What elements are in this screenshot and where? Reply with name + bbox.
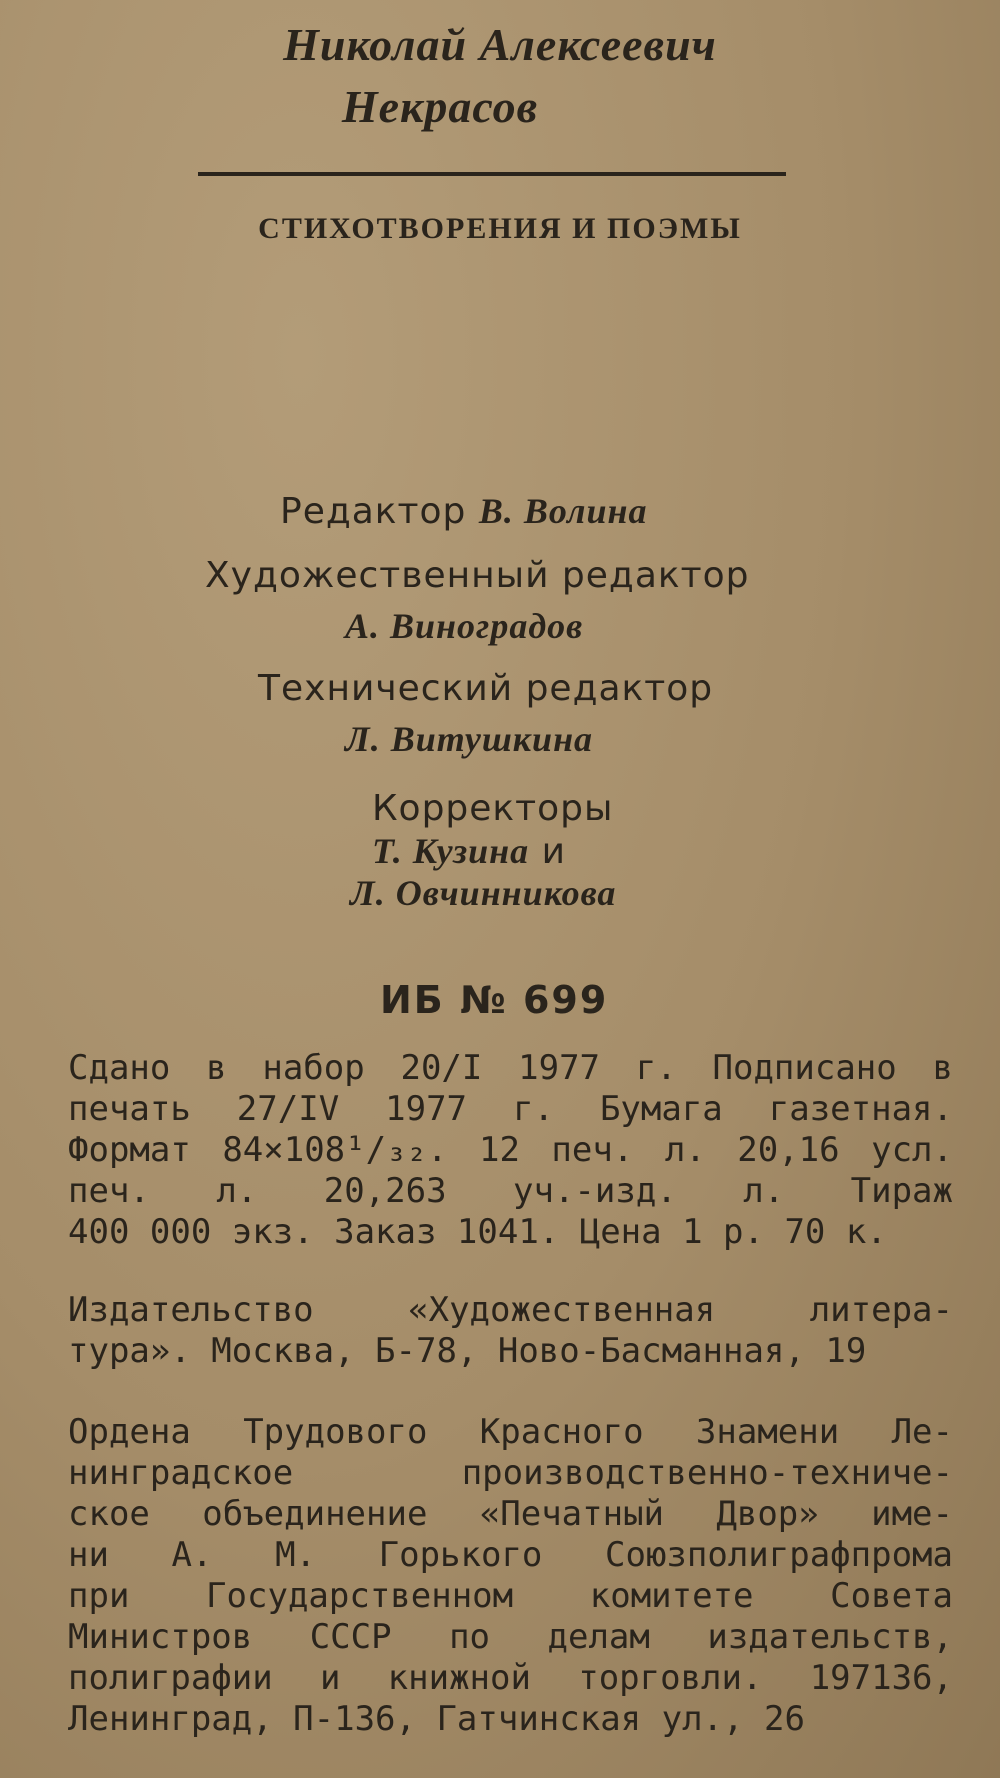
author-first-names: Николай Алексеевич bbox=[283, 19, 717, 70]
art-editor-label: Художественный редактор bbox=[205, 555, 750, 596]
tech-editor-label: Технический редактор bbox=[258, 668, 714, 709]
print-info-line: печать 27/IV 1977 г. Бумага газетная. bbox=[68, 1089, 953, 1129]
printer-paragraph bbox=[68, 1412, 953, 1740]
printer-line: Министров СССР по делам издательств, bbox=[68, 1617, 953, 1657]
printer-line: полиграфии и книжной торговли. 197136, bbox=[68, 1658, 953, 1698]
print-info-paragraph bbox=[68, 1048, 953, 1253]
proofreader-conjunction: и bbox=[541, 831, 567, 872]
art-editor-name: А. Виноградов bbox=[345, 606, 584, 646]
publisher-line: Издательство «Художественная литера- bbox=[68, 1290, 953, 1330]
publisher-paragraph bbox=[68, 1290, 953, 1372]
print-info-line: Формат 84×108¹/₃₂. 12 печ. л. 20,16 усл. bbox=[68, 1130, 953, 1170]
author-last-name: Некрасов bbox=[341, 81, 539, 132]
tech-editor-name: Л. Витушкина bbox=[345, 719, 594, 759]
proofreaders-label: Корректоры bbox=[372, 788, 614, 829]
print-info-line: печ. л. 20,263 уч.-изд. л. Тираж bbox=[68, 1171, 953, 1211]
printer-line: нинградское производственно-техниче- bbox=[68, 1453, 953, 1493]
printer-line: Ленинград, П-136, Гатчинская ул., 26 bbox=[68, 1699, 805, 1739]
print-info-line: 400 000 экз. Заказ 1041. Цена 1 р. 70 к. bbox=[68, 1212, 887, 1252]
proofreader-2-name: Л. Овчинникова bbox=[350, 873, 617, 913]
proofreader-1-line bbox=[372, 830, 566, 872]
printer-line: ни А. М. Горького Союзполиграфпрома bbox=[68, 1535, 953, 1575]
proofreader-1-name: Т. Кузина bbox=[372, 831, 530, 871]
editor-label: Редактор bbox=[280, 491, 467, 532]
publisher-line: тура». Москва, Б-78, Ново-Басманная, 19 bbox=[68, 1331, 867, 1371]
book-title: СТИХОТВОРЕНИЯ И ПОЭМЫ bbox=[258, 212, 742, 245]
editor-line bbox=[280, 490, 647, 532]
print-info-line: Сдано в набор 20/I 1977 г. Подписано в bbox=[68, 1048, 953, 1088]
printer-line: ское объединение «Печатный Двор» име- bbox=[68, 1494, 953, 1534]
printer-line: при Государственном комитете Совета bbox=[68, 1576, 953, 1616]
title-divider bbox=[198, 172, 786, 176]
printer-line: Ордена Трудового Красного Знамени Ле- bbox=[68, 1412, 953, 1452]
ib-number: ИБ № 699 bbox=[380, 978, 609, 1022]
editor-name: В. Волина bbox=[478, 491, 648, 531]
